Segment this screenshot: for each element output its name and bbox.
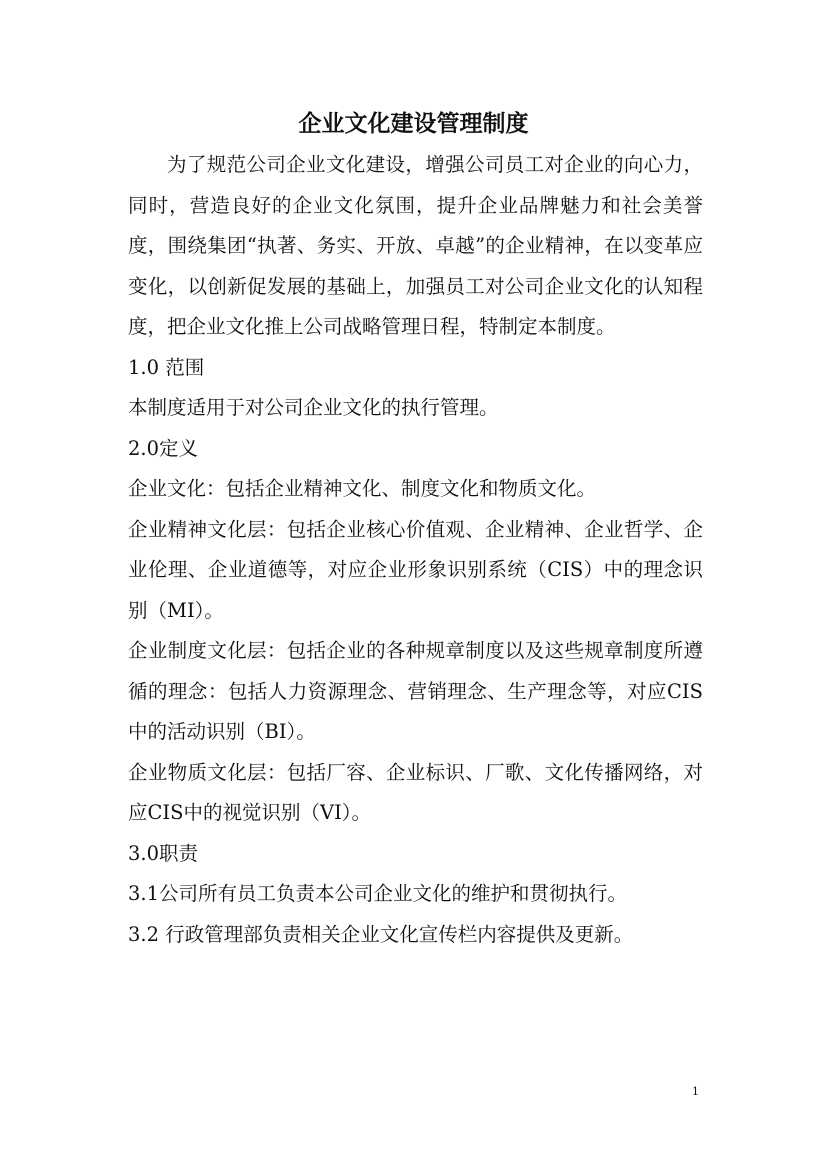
responsibility-item-2: 3.2 行政管理部负责相关企业文化宣传栏内容提供及更新。 bbox=[128, 922, 634, 946]
definition-material-culture: 企业物质文化层：包括厂容、企业标识、厂歌、文化传播网络，对应CIS中的视觉识别（VI）。 bbox=[128, 760, 703, 824]
page-number: 1 bbox=[692, 1085, 699, 1098]
section-1-heading: 1.0 范围 bbox=[128, 355, 205, 379]
definition-spiritual-culture: 企业精神文化层：包括企业核心价值观、企业精神、企业哲学、企业伦理、企业道德等，对应企业形象识别系统（CIS）中的理念识别（MI）。 bbox=[128, 517, 703, 622]
section-2-heading: 2.0定义 bbox=[128, 436, 199, 460]
section-3-heading: 3.0职责 bbox=[128, 841, 199, 865]
definition-corporate-culture: 企业文化：包括企业精神文化、制度文化和物质文化。 bbox=[128, 477, 597, 500]
definition-institutional-culture: 企业制度文化层：包括企业的各种规章制度以及这些规章制度所遵循的理念：包括人力资源理念、营销理念、生产理念等，对应CIS中的活动识别（BI）。 bbox=[128, 639, 703, 743]
responsibility-item-1: 3.1公司所有员工负责本公司企业文化的维护和贯彻执行。 bbox=[128, 882, 628, 905]
document-title: 企业文化建设管理制度 bbox=[298, 111, 529, 137]
intro-paragraph: 为了规范公司企业文化建设，增强公司员工对企业的向心力，同时，营造良好的企业文化氛围，提升企业品牌魅力和社会美誉度，围绕集团“执著、务实、开放、卓越”的企业精神，在以变革应变化，以创新促发展的基础上，加强员工对公司企业文化的认知程度，把企业文化推上公司战略管理日程，特制定本制度。 bbox=[128, 153, 703, 338]
document-body bbox=[128, 145, 703, 955]
section-1-text: 本制度适用于对公司企业文化的执行管理。 bbox=[128, 396, 499, 419]
